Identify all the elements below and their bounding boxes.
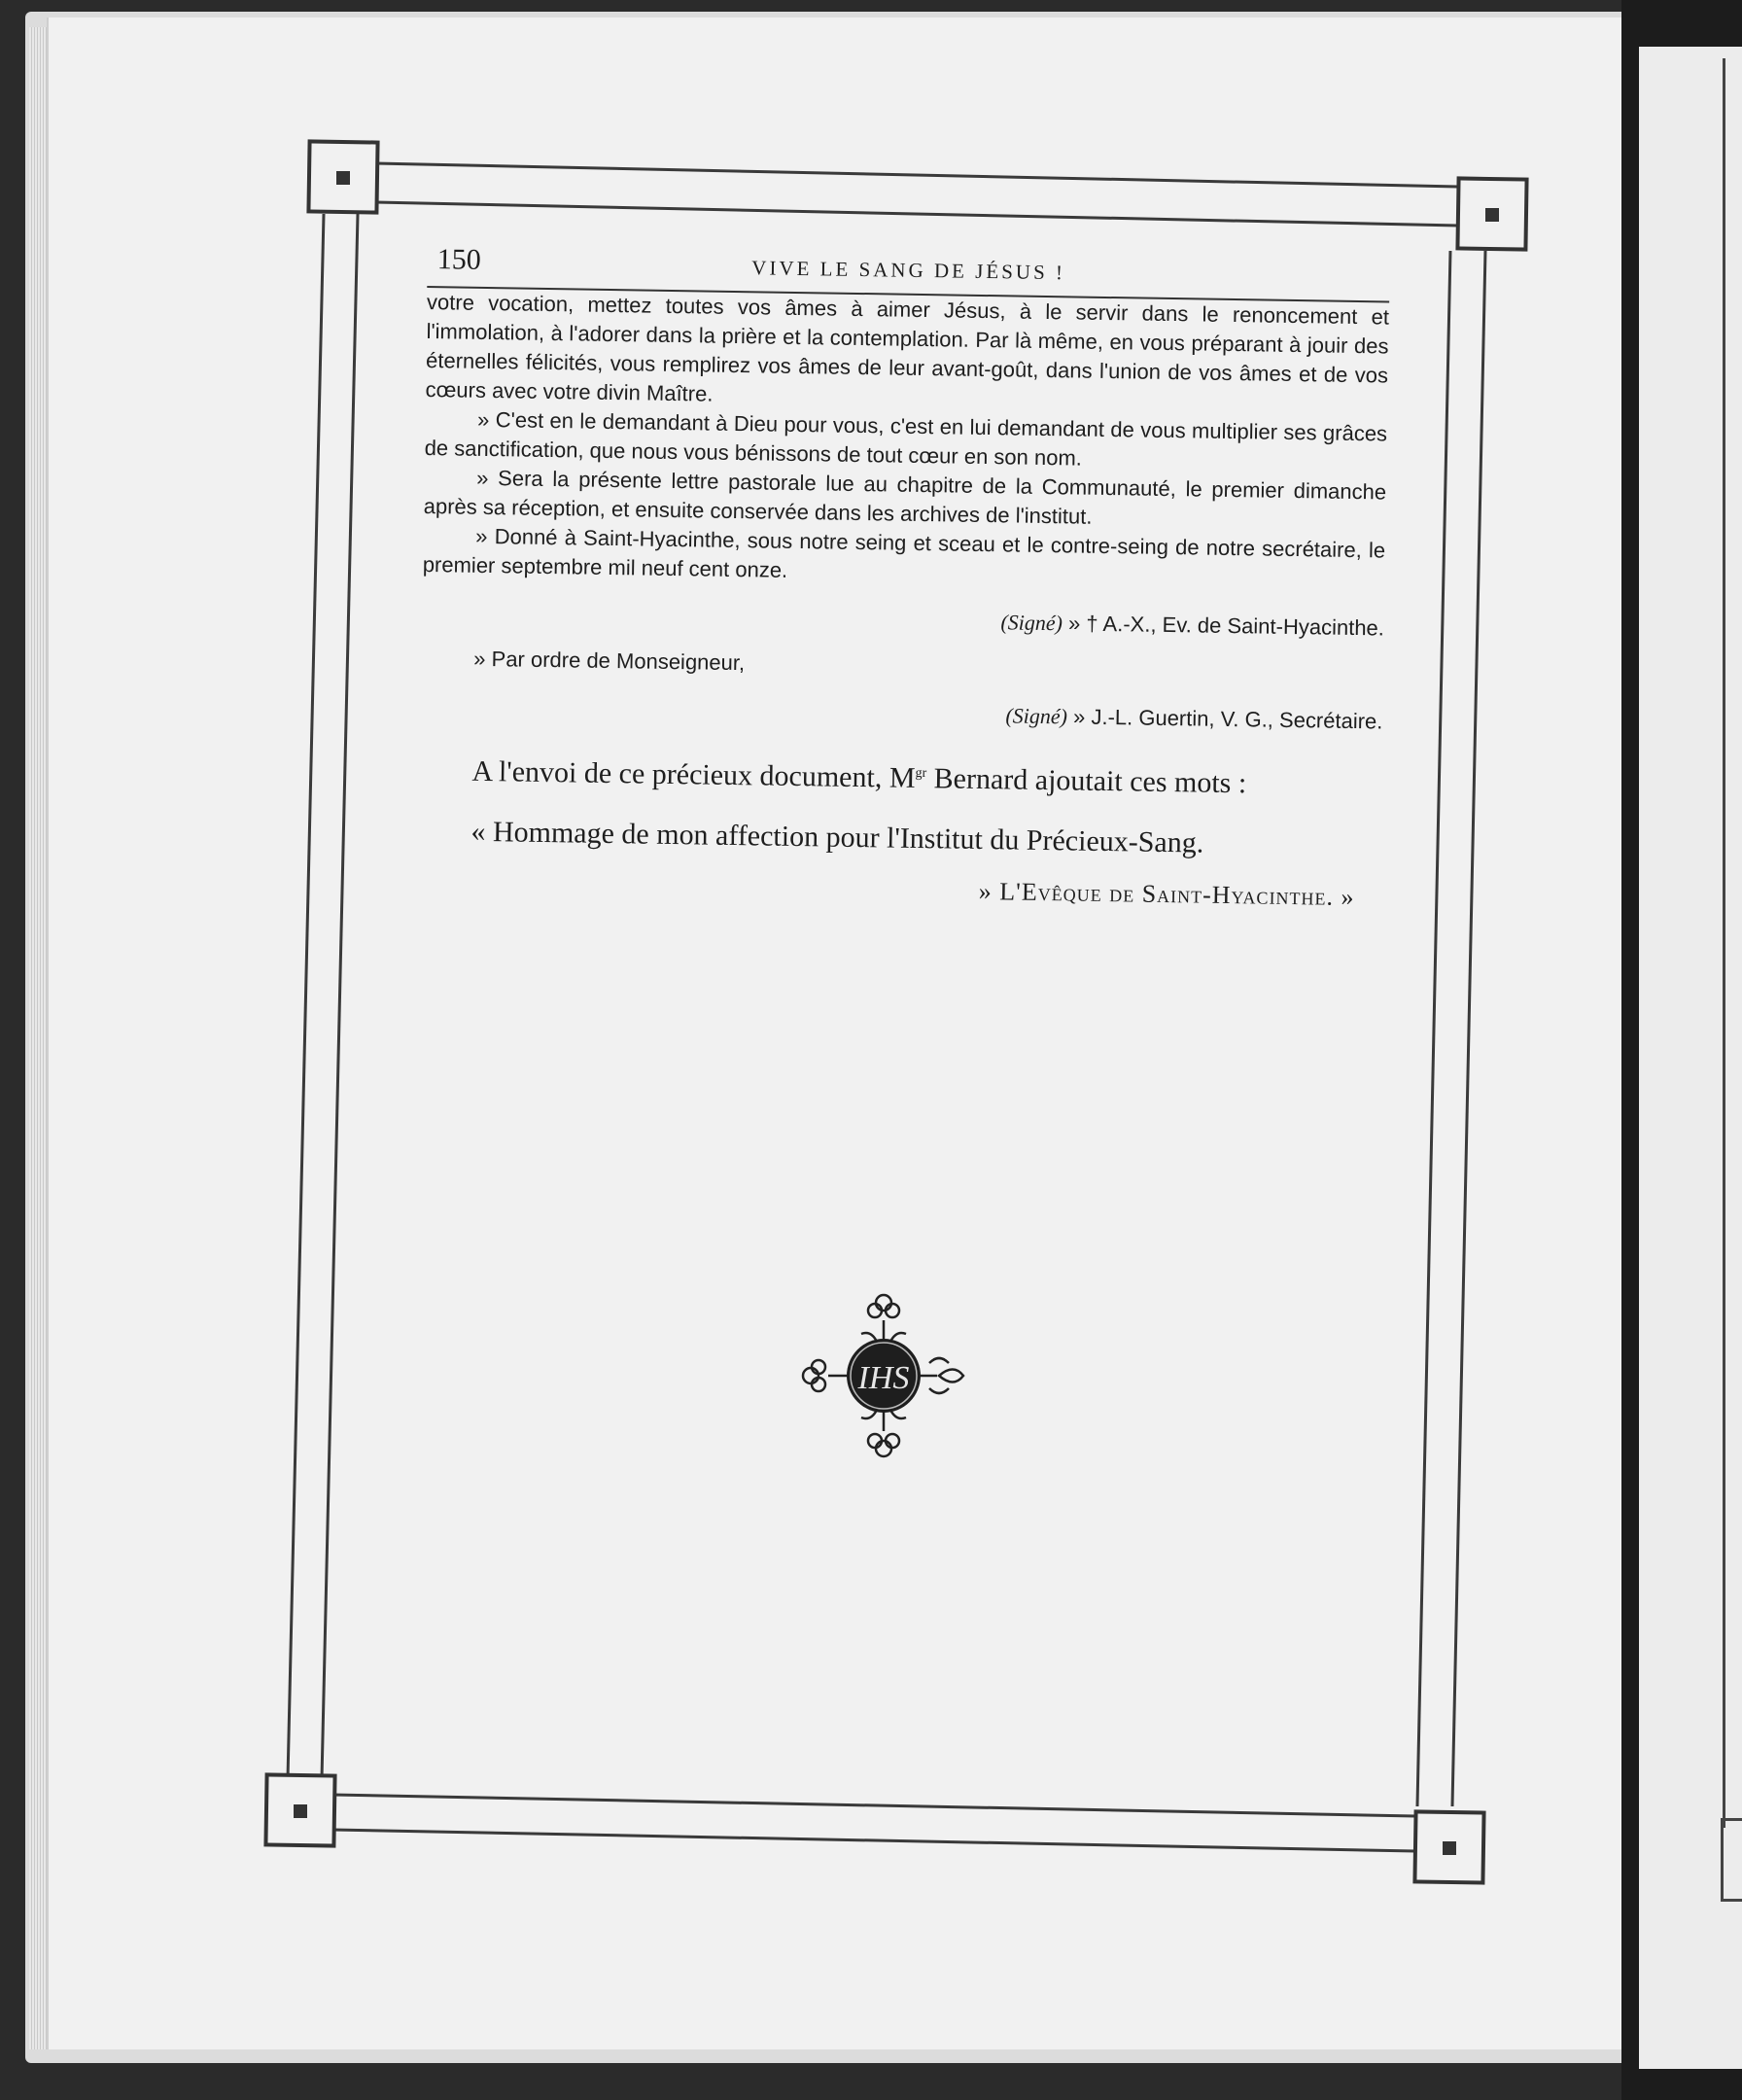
running-title: VIVE LE SANG DE JÉSUS ! xyxy=(751,256,1066,285)
signature-text: » J.-L. Guertin, V. G., Secrétaire. xyxy=(1066,704,1383,734)
page-number: 150 xyxy=(436,243,481,276)
signed-label: (Signé) xyxy=(1005,703,1068,729)
ihs-monogram-ornament xyxy=(793,1285,974,1466)
bishop-signature xyxy=(422,599,1384,644)
closing-signature: » L'Evêque de Saint-Hyacinthe. » xyxy=(978,876,1355,912)
paragraph: » Donné à Saint-Hyacinthe, sous notre seing et sceau et le contre-seing de notre secrétaire, le premier septembre mil neuf cent onze. xyxy=(422,523,1386,582)
by-order-line: » Par ordre de Monseigneur, xyxy=(473,646,746,676)
paragraph: votre vocation, mettez toutes vos âmes à aimer Jésus, à le servir dans le renoncement et l'immolation, à l'adorer dans la prière et la contemplation. Par là même, en vous préparant à jouir des éternelles félicités, vous remplirez vos âmes de leur avant-goût, dans l'union de vos âmes et de vos cœurs avec votre divin Maître. xyxy=(425,289,1390,406)
letter-body xyxy=(423,288,1390,595)
signed-label: (Signé) xyxy=(1000,610,1063,636)
paragraph: » Sera la présente lettre pastorale lue au chapitre de la Communauté, le premier dimanche après sa réception, et ensuite conservée dans les archives de l'institut. xyxy=(423,465,1387,529)
paragraph: » C'est en le demandant à Dieu pour vous, c'est en lui demandant de vous multiplier ses grâces de sanctification, que nous vous bénissons de tout cœur en son nom. xyxy=(424,406,1388,471)
dedication-quote: « Hommage de mon affection pour l'Institut du Précieux-Sang. xyxy=(470,815,1204,859)
signature-text: » † A.-X., Ev. de Saint-Hyacinthe. xyxy=(1062,611,1385,641)
closing-paragraph: A l'envoi de ce précieux document, $M^{gr}$ Bernard ajoutait ces mots : xyxy=(471,754,1247,800)
page-text xyxy=(417,243,1389,912)
monogram-text: IHS xyxy=(857,1360,910,1396)
secretary-signature xyxy=(420,692,1382,737)
